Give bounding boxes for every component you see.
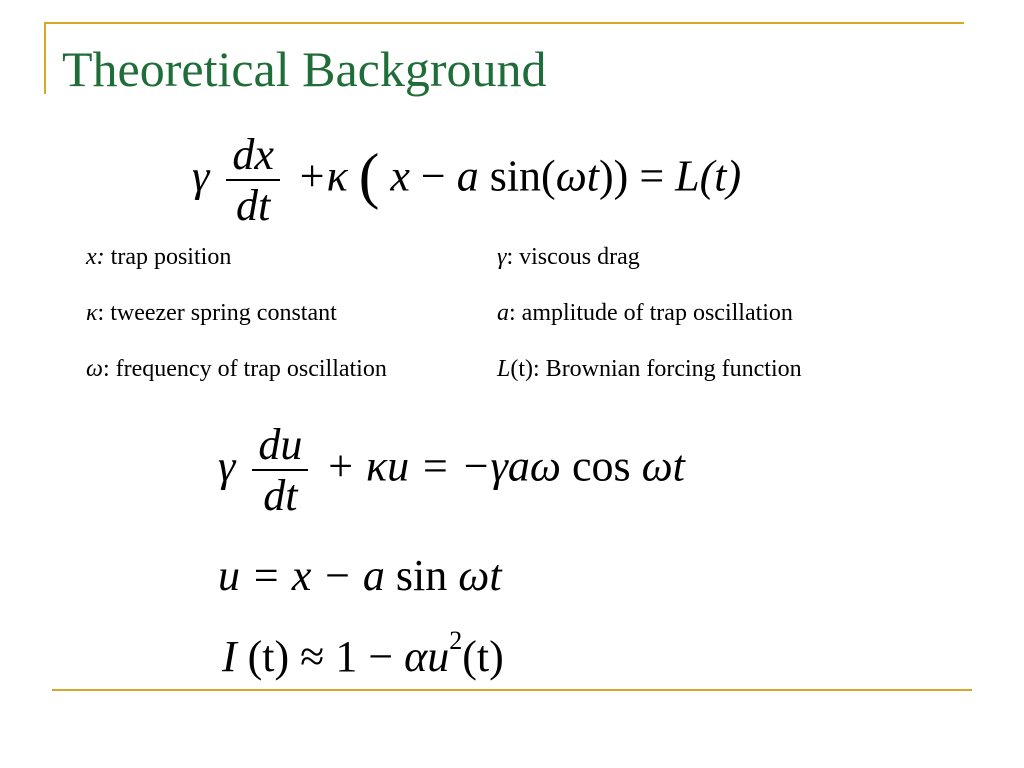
close-parens: )) xyxy=(599,151,629,201)
sin-function: sin( xyxy=(489,151,556,201)
t-argument: (t) xyxy=(462,632,504,681)
exponent: 2 xyxy=(449,626,463,655)
definition-gamma: γ: viscous drag xyxy=(497,244,640,270)
approx-one: (t) ≈ 1 − xyxy=(247,632,405,681)
du-rest: + κu = −γaω xyxy=(325,441,561,491)
fraction-denominator: dt xyxy=(263,471,298,521)
I-variable: I xyxy=(222,632,237,681)
bottom-rule xyxy=(52,689,972,691)
definition-omega: ω: frequency of trap oscillation xyxy=(86,356,387,382)
omega-t: ωt xyxy=(458,551,502,600)
left-rule xyxy=(44,22,46,94)
L-function: L xyxy=(675,151,700,201)
definition-L: L(t): Brownian forcing function xyxy=(497,356,802,382)
dxdt-fraction xyxy=(226,130,280,231)
top-rule xyxy=(44,22,964,24)
fraction-numerator: dx xyxy=(226,130,280,181)
omega-t: ωt xyxy=(555,151,599,201)
x-variable: x xyxy=(390,151,410,201)
u-lhs: u = x − a xyxy=(218,551,385,600)
kappa-term: +κ xyxy=(296,151,348,201)
equation-intensity xyxy=(222,626,504,682)
fraction-numerator: du xyxy=(252,420,308,471)
cos-function: cos xyxy=(571,441,631,491)
a-variable: a xyxy=(456,151,479,201)
gamma-symbol: γ xyxy=(192,151,210,201)
left-paren: ( xyxy=(358,142,380,211)
alpha-u: αu xyxy=(404,632,450,681)
definition-kappa: κ: tweezer spring constant xyxy=(86,300,337,326)
equals-sign: = xyxy=(639,151,665,201)
gamma-symbol: γ xyxy=(218,441,236,491)
fraction-denominator: dt xyxy=(235,181,271,231)
sin-function: sin xyxy=(395,551,448,600)
t-argument: (t) xyxy=(699,151,742,201)
equation-u-definition xyxy=(218,550,502,601)
definition-x: x: trap position xyxy=(86,244,232,270)
minus-sign: − xyxy=(420,151,446,201)
dudt-fraction xyxy=(252,420,308,521)
equation-du xyxy=(218,420,685,521)
omega-t: ωt xyxy=(641,441,685,491)
definition-a: a: amplitude of trap oscillation xyxy=(497,300,793,326)
equation-motion xyxy=(192,130,741,231)
slide-title: Theoretical Background xyxy=(62,41,547,97)
